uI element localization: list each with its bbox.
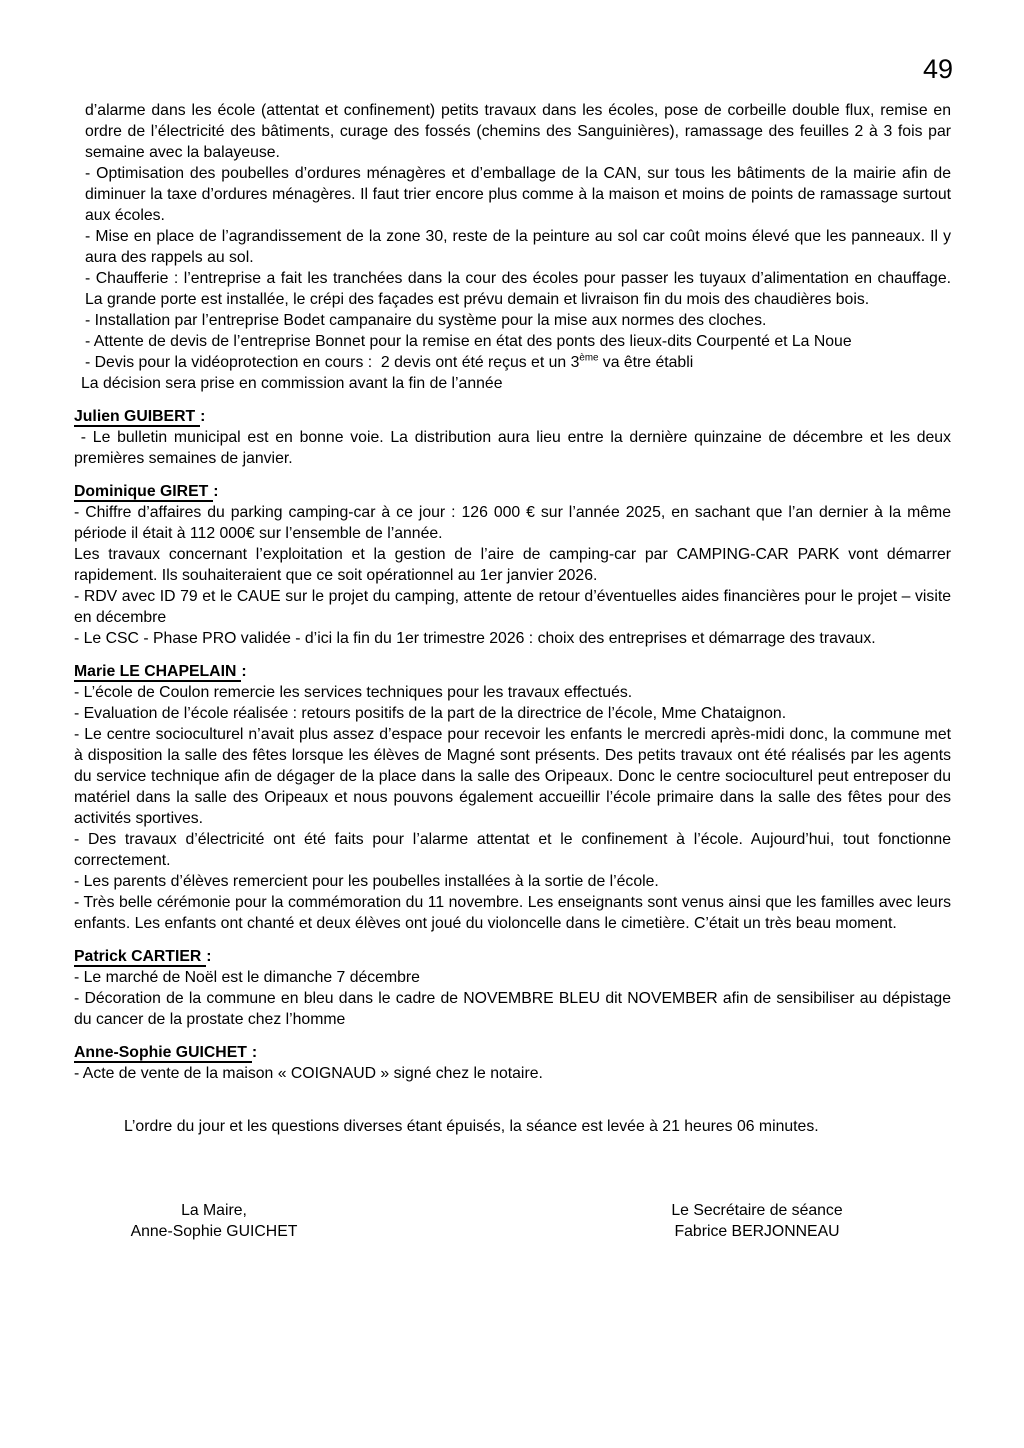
- section-marie-le-chapelain: [74, 661, 956, 934]
- paragraph: - Le CSC - Phase PRO validée - d’ici la fin du 1er trimestre 2026 : choix des entreprises et démarrage des travaux.: [74, 630, 876, 647]
- superscript-text: ème: [579, 352, 599, 364]
- paragraph: - Le marché de Noël est le dimanche 7 décembre: [74, 969, 420, 986]
- paragraph: - Acte de vente de la maison « COIGNAUD » signé chez le notaire.: [74, 1065, 543, 1082]
- closing-statement: L’ordre du jour et les questions diverses étant épuisés, la séance est levée à 21 heures 06 minutes.: [124, 1118, 819, 1135]
- page-number: 49: [922, 54, 953, 84]
- section-dominique-giret: [74, 481, 956, 649]
- heading-colon: :: [213, 483, 219, 500]
- paragraph: [74, 352, 951, 373]
- section-continuation: [74, 100, 956, 394]
- section-heading: [74, 1042, 951, 1063]
- heading-colon: :: [206, 948, 212, 965]
- paragraph: - Très belle cérémonie pour la commémoration du 11 novembre. Les enseignants sont venus ainsi que les familles avec leurs enfants. Les enfants ont chanté et deux élèves ont joué du violoncelle dans le cimetière. C’était un très beau moment.: [74, 894, 956, 932]
- paragraph: - RDV avec ID 79 et le CAUE sur le projet du camping, attente de retour d’éventuelles aides financières pour le projet – visite en décembre: [74, 588, 956, 626]
- speaker-name: Patrick CARTIER: [74, 948, 206, 967]
- paragraph: - Décoration de la commune en bleu dans le cadre de NOVEMBRE BLEU dit NOVEMBER afin de sensibiliser au dépistage du cancer de la prostate chez l’homme: [74, 990, 956, 1028]
- paragraph: - L’école de Coulon remercie les services techniques pour les travaux effectués.: [74, 684, 633, 701]
- signature-name: Anne-Sophie GUICHET: [130, 1223, 298, 1240]
- paragraph-text: - Devis pour la vidéoprotection en cours : 2 devis ont été reçus et un 3: [85, 354, 580, 371]
- signature-name: Fabrice BERJONNEAU: [674, 1223, 840, 1240]
- heading-colon: :: [200, 408, 206, 425]
- speaker-name: Julien GUIBERT: [74, 408, 200, 427]
- heading-colon: :: [251, 1044, 258, 1061]
- paragraph: - Optimisation des poubelles d’ordures ménagères et d’emballage de la CAN, sur tous les bâtiments de la mairie afin de diminuer la taxe d’ordures ménagères. Il faut trier encore plus comme à la maison et moins de points de ramassage surtout aux écoles.: [85, 165, 956, 224]
- section-heading: [74, 661, 951, 682]
- section-julien-guibert: [74, 406, 956, 469]
- signature-block: [74, 1200, 951, 1242]
- paragraph: - Chaufferie : l’entreprise a fait les tranchées dans la cour des écoles pour passer les tuyaux d’alimentation en chauffage. La grande porte est installée, le crépi des façades est prévu demain et livraison fin du mois des chaudières bois.: [85, 270, 956, 308]
- speaker-name: Dominique GIRET: [74, 483, 213, 502]
- paragraph: - Le bulletin municipal est en bonne voie. La distribution aura lieu entre la dernière quinzaine de décembre et les deux premières semaines de janvier.: [74, 429, 956, 467]
- paragraph: d’alarme dans les école (attentat et confinement) petits travaux dans les écoles, pose de corbeille double flux, remise en ordre de l’électricité des bâtiments, curage des fossés (chemins des Sanguinières), ramassage des feuilles 2 à 3 fois par semaine avec la balayeuse.: [85, 102, 956, 161]
- section-heading: [74, 406, 951, 427]
- page-content: [74, 100, 956, 1242]
- signature-role: La Maire,: [181, 1202, 247, 1219]
- paragraph: - Chiffre d’affaires du parking camping-car à ce jour : 126 000 € sur l’année 2025, en sachant que l’an dernier à la même période il était à 112 000€ sur l’ensemble de l’année.: [74, 504, 956, 542]
- paragraph: - Mise en place de l’agrandissement de la zone 30, reste de la peinture au sol car coût moins élevé que les panneaux. Il y aura des rappels au sol.: [85, 228, 956, 266]
- paragraph-text: va être établi: [598, 354, 694, 371]
- section-heading: [74, 946, 951, 967]
- heading-colon: :: [241, 663, 247, 680]
- signature-role: Le Secrétaire de séance: [671, 1202, 843, 1219]
- speaker-name: Marie LE CHAPELAIN: [74, 663, 241, 682]
- paragraph: - Installation par l’entreprise Bodet campanaire du système pour la mise aux normes des cloches.: [85, 312, 767, 329]
- paragraph: - Des travaux d’électricité ont été faits pour l’alarme attentat et le confinement à l’école. Aujourd’hui, tout fonctionne correctement.: [74, 831, 956, 869]
- paragraph: La décision sera prise en commission avant la fin de l’année: [81, 375, 503, 392]
- signature-secretary: [617, 1200, 897, 1242]
- section-anne-sophie-guichet: [74, 1042, 951, 1084]
- section-heading: [74, 481, 951, 502]
- signature-mayor: [74, 1200, 354, 1242]
- speaker-name: Anne-Sophie GUICHET: [74, 1044, 252, 1063]
- section-patrick-cartier: [74, 946, 956, 1030]
- paragraph: - Le centre socioculturel n’avait plus assez d’espace pour recevoir les enfants le mercredi après-midi donc, la commune met à disposition la salle des fêtes lorsque les élèves de Magné sont présents. Des petits travaux ont été réalisés par les agents du service technique afin de dégager de la place dans la salle des Oripeaux. Donc le centre socioculturel peut entreposer du matériel dans la salle des Oripeaux et nous pouvons également accueillir l’école primaire dans la salle des fêtes pour des activités sportives.: [74, 726, 956, 827]
- paragraph: Les travaux concernant l’exploitation et la gestion de l’aire de camping-car par CAMPING-CAR PARK vont démarrer rapidement. Ils souhaiteraient que ce soit opérationnel au 1er janvier 2026.: [74, 546, 956, 584]
- paragraph: - Attente de devis de l’entreprise Bonnet pour la remise en état des ponts des lieux-dits Courpenté et La Noue: [85, 333, 852, 350]
- paragraph: - Les parents d’élèves remercient pour les poubelles installées à la sortie de l’école.: [74, 873, 659, 890]
- paragraph: - Evaluation de l’école réalisée : retours positifs de la part de la directrice de l’école, Mme Chataignon.: [74, 705, 787, 722]
